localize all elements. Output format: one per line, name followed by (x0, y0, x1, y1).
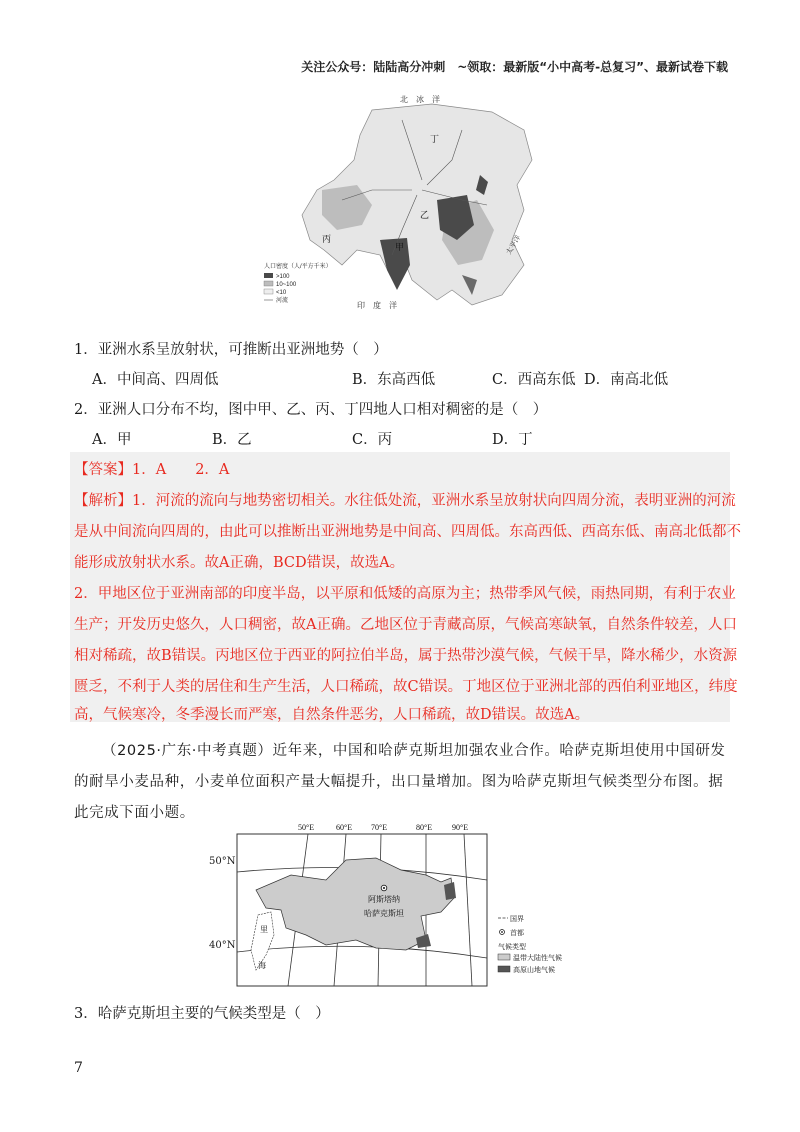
svg-text:海: 海 (258, 961, 266, 970)
region-jia: 甲 (395, 242, 405, 252)
analysis-tag: 【解析】 (74, 493, 132, 509)
q2-option-a[interactable]: A．甲 (92, 432, 132, 448)
svg-text:50°E: 50°E (298, 823, 315, 832)
svg-text:首都: 首都 (510, 930, 524, 937)
q1-option-d[interactable]: D．南高北低 (584, 372, 669, 388)
svg-text:80°E: 80°E (416, 823, 433, 832)
pacific-label: 太平洋 (504, 233, 523, 256)
asia-population-map (262, 90, 544, 318)
svg-text:高原山地气候: 高原山地气候 (513, 967, 555, 974)
analysis-line-7: 匮乏，不利于人类的居住和生产生活，人口稀疏，故C错误。丁地区位于亚洲北部的西伯利亚地区，纬度 (74, 679, 738, 695)
analysis-line-3: 能形成放射状水系。故A正确，BCD错误，故选A。 (74, 555, 405, 571)
svg-text:人口密度（人/平方千米）: 人口密度（人/平方千米） (264, 264, 332, 270)
q1-option-c[interactable]: C．西高东低 (492, 372, 576, 388)
svg-text:温带大陆性气候: 温带大陆性气候 (513, 955, 562, 962)
region-ding: 丁 (430, 134, 440, 144)
country-label: 哈萨克斯坦 (364, 909, 404, 918)
svg-text:90°E: 90°E (452, 823, 469, 832)
q2-option-d[interactable]: D．丁 (492, 432, 533, 448)
arctic-ocean-label: 北 冰 洋 (400, 95, 440, 104)
svg-text:气候类型: 气候类型 (498, 944, 526, 951)
analysis-line-4: 2．甲地区位于亚洲南部的印度半岛，以平原和低矮的高原为主；热带季风气候，雨热同期，有利于农业 (74, 586, 736, 602)
svg-text:70°E: 70°E (371, 823, 388, 832)
analysis-line-5: 生产；开发历史悠久，人口稠密，故A正确。乙地区位于青藏高原，气候高寒缺氧，自然条件较差，人口 (74, 617, 737, 633)
region-bing: 丙 (322, 234, 332, 244)
q2-option-c[interactable]: C．丙 (352, 432, 393, 448)
indian-ocean-label: 印 度 洋 (357, 301, 397, 310)
question-1-stem: 1．亚洲水系呈放射状，可推断出亚洲地势（ ） (74, 342, 388, 358)
highland-climate-area (444, 882, 456, 900)
answer-tag: 【答案】 (74, 462, 132, 478)
answer-text: 1．A 2．A (132, 462, 230, 478)
question-2-stem: 2．亚洲人口分布不均，图中甲、乙、丙、丁四地人口相对稠密的是（ ） (74, 402, 548, 418)
analysis-line-6: 相对稀疏，故B错误。丙地区位于西亚的阿拉伯半岛，属于热带沙漠气候，气候干旱，降水稀少，水资源 (74, 648, 738, 664)
region-yi: 乙 (420, 210, 430, 220)
analysis-line-1: 【解析】1．河流的流向与地势密切相关。水往低处流，亚洲水系呈放射状向四周分流，表明亚洲的河流 (74, 493, 736, 509)
answer-line (74, 458, 229, 479)
q2-option-b[interactable]: B．乙 (212, 432, 252, 448)
page-number: 7 (74, 1060, 83, 1076)
svg-text:>100: >100 (276, 274, 290, 280)
page-header: 关注公众号：陆陆高分冲刺 ~领取：最新版“小中高考-总复习”、最新试卷下载 (301, 60, 728, 74)
question-3-stem: 3．哈萨克斯坦主要的气候类型是（ ） (74, 1006, 330, 1022)
intro-paragraph: （2025·广东·中考真题）近年来，中国和哈萨克斯坦加强农业合作。哈萨克斯坦使用中国研发的耐旱小麦品种，小麦单位面积产量大幅提升，出口量增加。图为哈萨克斯坦气候类型分布图。据此完成下面小题。 (74, 743, 726, 821)
lat-label-40n: 40°N (209, 940, 236, 951)
svg-text:60°E: 60°E (336, 823, 353, 832)
svg-text:国界: 国界 (510, 916, 524, 923)
q1-option-b[interactable]: B．东高西低 (352, 372, 436, 388)
svg-text:河流: 河流 (276, 298, 289, 304)
kazakhstan-climate-map (236, 820, 566, 988)
svg-text:里: 里 (260, 925, 268, 934)
svg-text:<10: <10 (276, 290, 287, 296)
map2-legend (498, 914, 562, 974)
q1-option-a[interactable]: A．中间高、四周低 (92, 372, 219, 388)
analysis-line-2: 是从中间流向四周的，由此可以推断出亚洲地势是中间高、四周低。东高西低、西高东低、南高北低都不 (74, 524, 741, 540)
analysis-line-8: 高，气候寒冷，冬季漫长而严寒，自然条件恶劣，人口稀疏，故D错误。故选A。 (74, 707, 590, 723)
lat-label-50n: 50°N (209, 856, 236, 867)
svg-text:10~100: 10~100 (276, 282, 297, 288)
capital-label: 阿斯塔纳 (368, 895, 400, 904)
